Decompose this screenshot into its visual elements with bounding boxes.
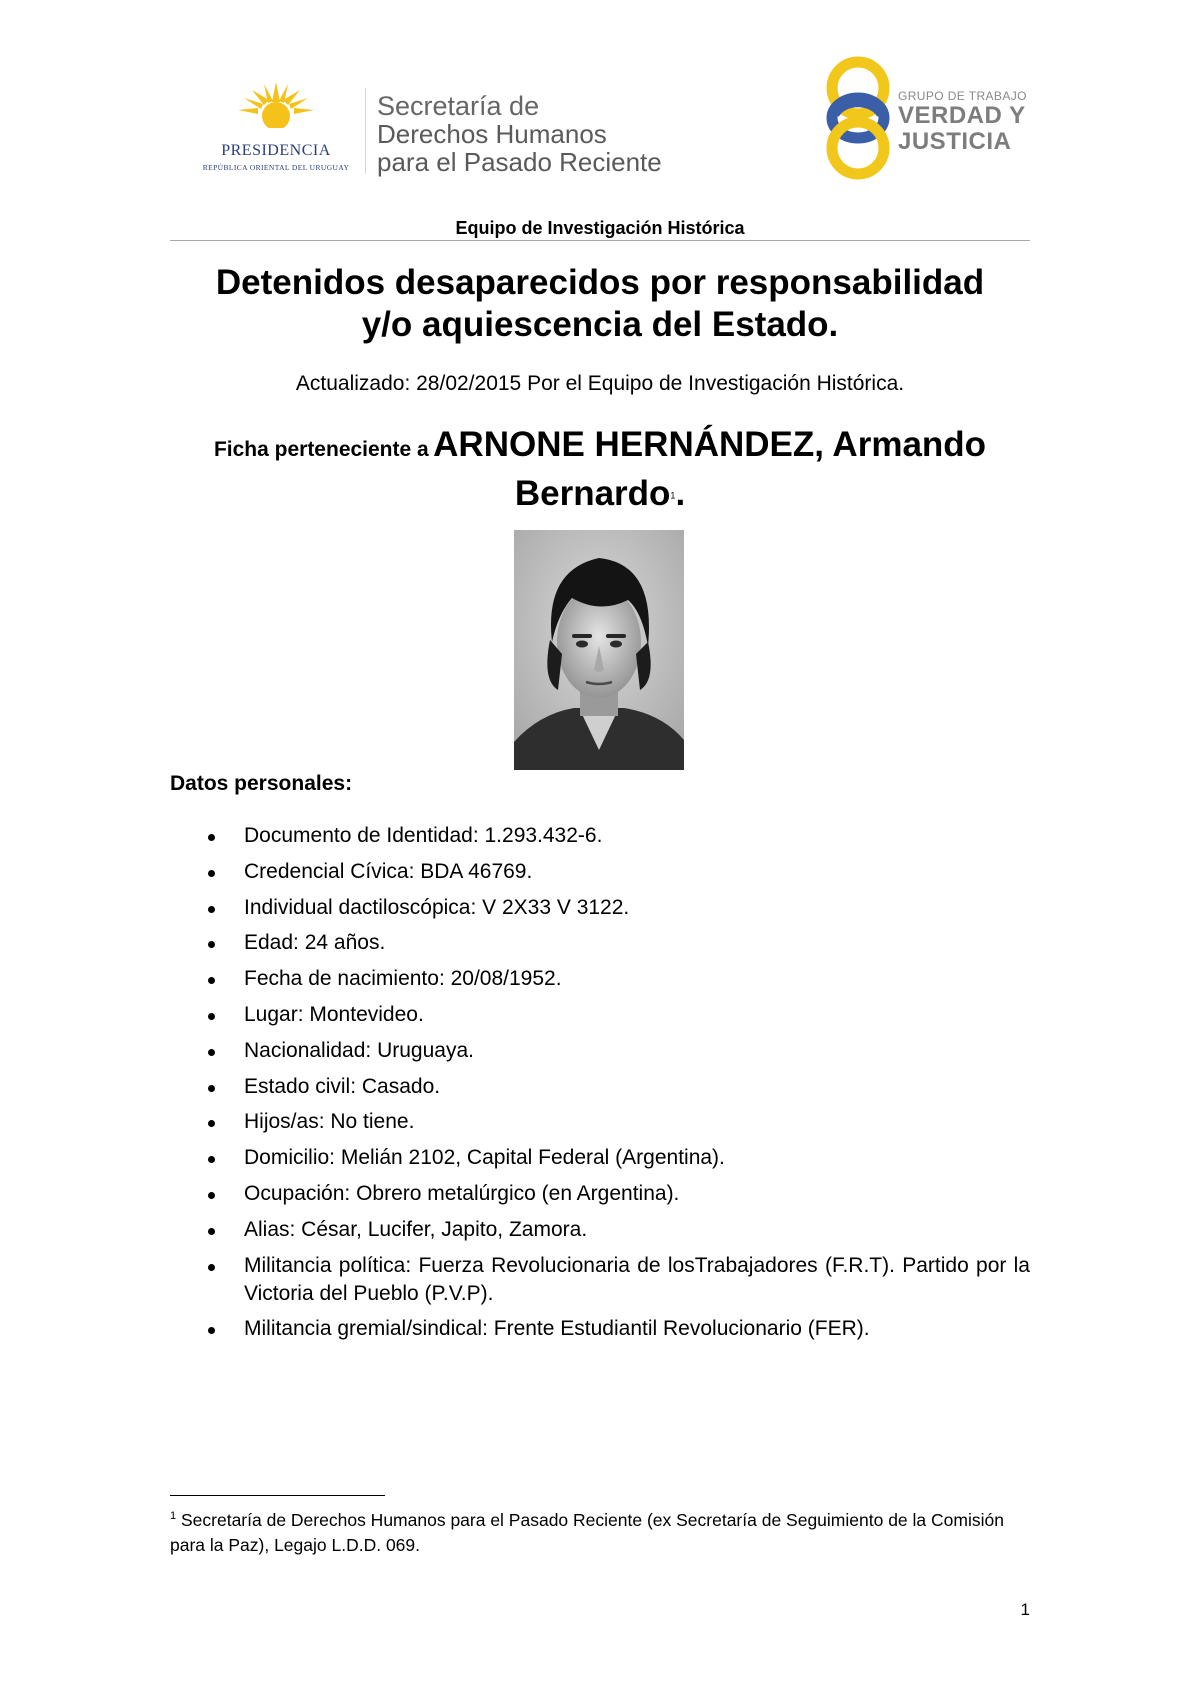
list-item <box>170 1180 1030 1208</box>
title-line1: Detenidos desaparecidos por responsabilidad <box>215 263 985 302</box>
vyj-title-line2: JUSTICIA <box>898 128 1012 155</box>
verdad-y-justicia-logo <box>822 56 1028 180</box>
bullet-icon <box>208 1156 215 1163</box>
presidencia-subtitle: REPÚBLICA ORIENTAL DEL URUGUAY <box>202 163 350 172</box>
presidencia-word: PRESIDENCIA <box>221 142 331 159</box>
bullet-icon <box>208 1120 215 1127</box>
footnote <box>170 1504 1030 1558</box>
list-item <box>170 1001 1030 1029</box>
list-item-text: Domicilio: Melián 2102, Capital Federal (Argentina). <box>244 1146 725 1170</box>
footnote-number: 1 <box>170 1510 177 1522</box>
team-header: Equipo de Investigación Histórica <box>455 218 745 238</box>
logo-divider <box>365 88 366 174</box>
interlocked-rings-icon <box>822 56 894 180</box>
vyj-small-text: GRUPO DE TRABAJO <box>898 89 1027 103</box>
bullet-icon <box>208 1264 215 1271</box>
list-item-text: Lugar: Montevideo. <box>244 1002 424 1026</box>
secretaria-line1: Secretaría de <box>377 91 540 121</box>
ficha-name-line1: ARNONE HERNÁNDEZ, Armando <box>433 425 987 464</box>
bullet-icon <box>208 1013 215 1020</box>
updated-line: Actualizado: 28/02/2015 Por el Equipo de Investigación Histórica. <box>295 372 905 395</box>
footnote-ref[interactable]: 1 <box>670 490 676 501</box>
bullet-icon <box>208 1085 215 1092</box>
list-item-text: Hijos/as: No tiene. <box>244 1110 415 1134</box>
footnote-text: Secretaría de Derechos Humanos para el Pasado Reciente (ex Secretaría de Seguimiento de la Comisión para la Paz), Legajo L.D.D. 069. <box>170 1509 1004 1555</box>
portrait-photo <box>514 530 684 770</box>
list-item-text: Estado civil: Casado. <box>244 1074 441 1098</box>
ficha-prefix: Ficha perteneciente a <box>213 438 429 461</box>
list-item-text: Nacionalidad: Uruguaya. <box>244 1038 474 1062</box>
bullet-icon <box>208 834 215 841</box>
list-item <box>170 1108 1030 1136</box>
page-title <box>120 262 1080 346</box>
list-item <box>170 1037 1030 1065</box>
list-item-text: Individual dactiloscópica: V 2X33 V 3122. <box>244 895 630 919</box>
bullet-icon <box>208 1192 215 1199</box>
list-item-text: Ocupación: Obrero metalúrgico (en Argentina). <box>244 1181 680 1205</box>
list-item-text: Alias: César, Lucifer, Japito, Zamora. <box>244 1217 588 1241</box>
header-rule <box>170 240 1030 241</box>
list-item <box>170 1252 1030 1308</box>
list-item-text: Fecha de nacimiento: 20/08/1952. <box>244 967 562 991</box>
list-item <box>170 1315 1030 1343</box>
sun-of-may-icon <box>196 80 356 142</box>
bullet-icon <box>208 1049 215 1056</box>
list-item <box>170 1216 1030 1244</box>
list-item-text: Edad: 24 años. <box>244 931 386 955</box>
list-item <box>170 965 1030 993</box>
section-heading: Datos personales: <box>170 772 353 795</box>
ficha-heading <box>170 424 1030 522</box>
bullet-icon <box>208 1327 215 1334</box>
list-item <box>170 822 1030 850</box>
list-item <box>170 929 1030 957</box>
list-item <box>170 858 1030 886</box>
list-item-text: Credencial Cívica: BDA 46769. <box>244 859 533 883</box>
vyj-title-line1: VERDAD Y <box>898 102 1026 129</box>
secretaria-line3: para el Pasado Reciente <box>377 147 662 177</box>
list-item-text: Militancia política: Fuerza Revolucionaria de losTrabajadores (F.R.T). Partido por la Victoria del Pueblo (P.V.P). <box>244 1253 1030 1305</box>
title-line2: y/o aquiescencia del Estado. <box>361 305 839 344</box>
bullet-icon <box>208 941 215 948</box>
bullet-icon <box>208 906 215 913</box>
bullet-icon <box>208 977 215 984</box>
list-item-text: Documento de Identidad: 1.293.432-6. <box>244 824 603 847</box>
secretaria-logo-text <box>377 92 707 176</box>
ficha-end: . <box>675 474 686 513</box>
secretaria-line2: Derechos Humanos <box>377 119 607 149</box>
list-item <box>170 1073 1030 1101</box>
bullet-icon <box>208 870 215 877</box>
list-item-text: Militancia gremial/sindical: Frente Estudiantil Revolucionario (FER). <box>244 1317 870 1341</box>
presidencia-logo <box>196 80 356 176</box>
page-number: 1 <box>1020 1600 1030 1619</box>
personal-data-list <box>170 822 1030 1351</box>
ficha-name-line2: Bernardo <box>514 474 671 513</box>
list-item <box>170 1144 1030 1172</box>
list-item <box>170 894 1030 922</box>
footnote-rule <box>170 1495 385 1496</box>
bullet-icon <box>208 1228 215 1235</box>
